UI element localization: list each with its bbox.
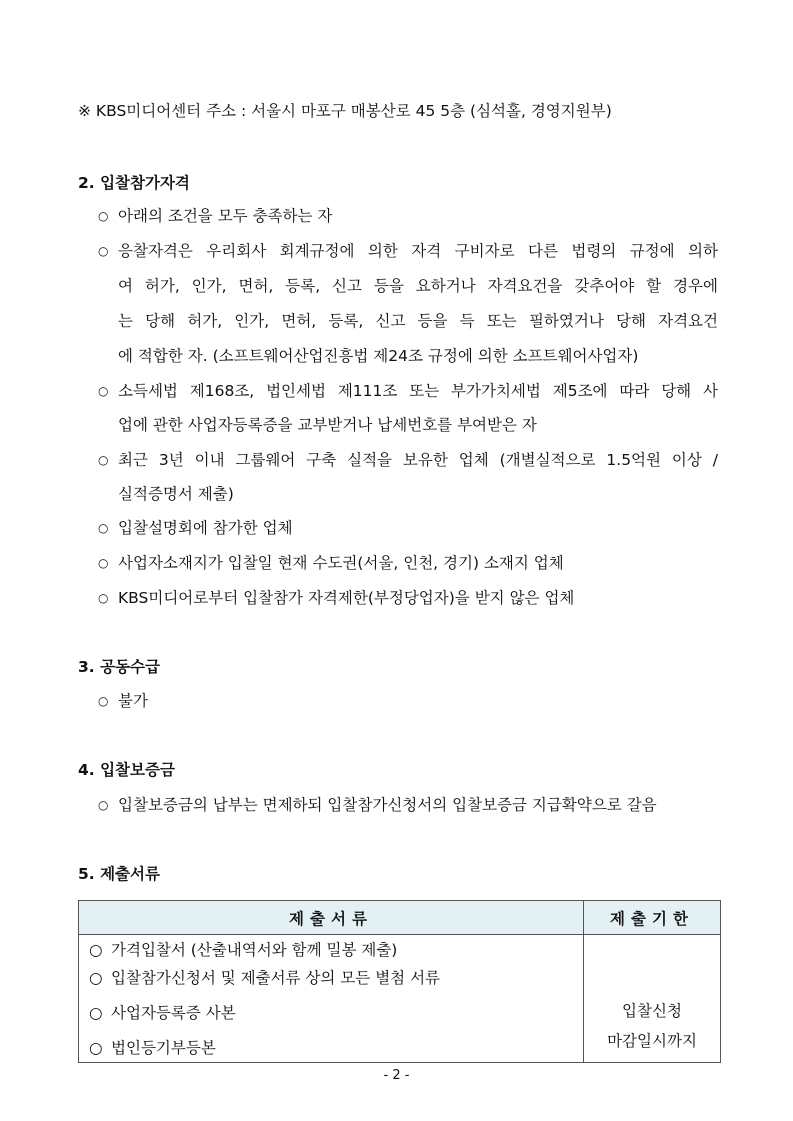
deadline-line-2: 마감일시까지 [607, 1032, 697, 1050]
address-note: ※ KBS미디어센터 주소 : 서울시 마포구 매봉산로 45 5층 (심석홀, 경영지원부) [78, 102, 612, 120]
deadline-cell [584, 935, 721, 1063]
document-item-1: 가격입찰서 (산출내역서와 함께 밀봉 제출) [111, 941, 398, 959]
bullet-icon: ○ [98, 798, 109, 812]
qualification-item-4-line-2: 실적증명서 제출) [118, 485, 234, 503]
bullet-icon: ○ [98, 244, 109, 258]
list-item [89, 940, 397, 960]
qualification-item-5: 입찰설명회에 참가한 업체 [118, 519, 293, 537]
qualification-item-4-line-1: 최근 3년 이내 그룹웨어 구축 실적을 보유한 업체 (개별실적으로 1.5억원 이상 / [118, 451, 718, 469]
qualification-item-2-line-4: 에 적합한 자. (소프트웨어산업진흥법 제24조 규정에 의한 소프트웨어사업자) [118, 347, 639, 365]
qualification-item-2-line-3: 는 당해 허가, 인가, 면허, 등록, 신고 등을 득 또는 필하였거나 당해 자격요건 [118, 312, 718, 330]
qualification-item-3-line-2: 업에 관한 사업자등록증을 교부받거나 납세번호를 부여받은 자 [118, 416, 537, 434]
bullet-icon: ○ [98, 591, 109, 605]
circle-icon: ○ [89, 969, 103, 987]
document-item-3: 사업자등록증 사본 [111, 1004, 236, 1022]
document-item-2: 입찰참가신청서 및 제출서류 상의 모든 별첨 서류 [111, 969, 441, 987]
qualification-item-6: 사업자소재지가 입찰일 현재 수도권(서울, 인천, 경기) 소재지 업체 [118, 554, 564, 572]
bullet-icon: ○ [98, 209, 109, 223]
deposit-item-1: 입찰보증금의 납부는 면제하되 입찰참가신청서의 입찰보증금 지급확약으로 갈음 [118, 796, 657, 814]
qualification-item-7: KBS미디어로부터 입찰참가 자격제한(부정당업자)을 받지 않은 업체 [118, 589, 575, 607]
list-item [89, 1038, 216, 1058]
bullet-icon: ○ [98, 694, 109, 708]
page-number: - 2 - [383, 1068, 410, 1083]
documents-table [78, 900, 721, 1063]
document-item-4: 법인등기부등본 [111, 1039, 216, 1057]
qualification-item-2-line-2: 여 허가, 인가, 면허, 등록, 신고 등을 요하거나 자격요건을 갖추어야 할 경우에 [118, 277, 718, 295]
bullet-icon: ○ [98, 521, 109, 535]
deadline-line-1: 입찰신청 [622, 1002, 682, 1020]
table-row [79, 935, 721, 1063]
circle-icon: ○ [89, 1039, 103, 1057]
circle-icon: ○ [89, 1004, 103, 1022]
header-deadline: 제출기한 [584, 901, 721, 935]
circle-icon: ○ [89, 941, 103, 959]
joint-item-1: 불가 [118, 692, 148, 710]
documents-table-header [79, 901, 721, 935]
qualification-item-1: 아래의 조건을 모두 충족하는 자 [118, 207, 333, 225]
bullet-icon: ○ [98, 453, 109, 467]
list-item [89, 968, 440, 988]
qualification-item-2-line-1: 응찰자격은 우리회사 회계규정에 의한 자격 구비자로 다른 법령의 규정에 의하 [118, 242, 718, 260]
section-heading-documents: 5. 제출서류 [78, 865, 160, 883]
list-item [89, 1003, 236, 1023]
qualification-item-3-line-1: 소득세법 제168조, 법인세법 제111조 또는 부가가치세법 제5조에 따라 당해 사 [118, 382, 718, 400]
section-heading-joint: 3. 공동수급 [78, 658, 160, 676]
bullet-icon: ○ [98, 556, 109, 570]
section-heading-qualification: 2. 입찰참가자격 [78, 174, 190, 192]
bullet-icon: ○ [98, 384, 109, 398]
section-heading-deposit: 4. 입찰보증금 [78, 761, 175, 779]
documents-list-cell [79, 935, 584, 1063]
header-documents: 제출서류 [79, 901, 584, 935]
